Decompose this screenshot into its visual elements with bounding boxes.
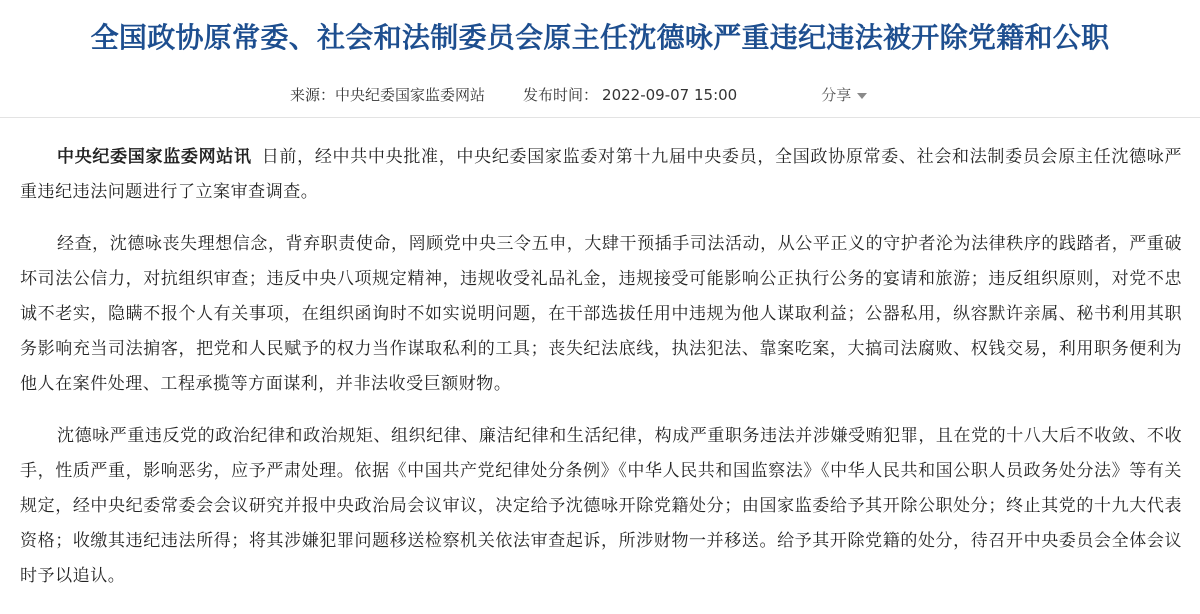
paragraph-text: 日前，经中共中央批准，中央纪委国家监委对第十九届中央委员，全国政协原常委、社会和法制委员会原主任沈德咏严重违纪违法问题进行了立案审查调查。 — [20, 147, 1182, 202]
article-lead: 中央纪委国家监委网站讯 — [57, 147, 252, 167]
share-button[interactable] — [821, 85, 867, 105]
publish-time-label: 发布时间： — [523, 86, 599, 104]
article-source — [290, 85, 485, 105]
article-paragraph: 沈德咏严重违反党的政治纪律和政治规矩、组织纪律、廉洁纪律和生活纪律，构成严重职务违法并涉嫌受贿犯罪，且在党的十八大后不收敛、不收手，性质严重，影响恶劣，应予严肃处理。依据《中国共产党纪律处分条例》《中华人民共和国监察法》《中华人民共和国公职人员政务处分法》等有关规定，经中央纪委常委会会议研究并报中央政治局会议审议，决定给予沈德咏开除党籍处分；由国家监委给予其开除公职处分；终止其党的十九大代表资格；收缴其违纪违法所得；将其涉嫌犯罪问题移送检察机关依法审查起诉，所涉财物一并移送。给予其开除党籍的处分，待召开中央委员会全体会议时予以追认。 — [20, 426, 1182, 586]
article-meta — [290, 85, 1200, 105]
caret-down-icon — [857, 93, 867, 99]
article-header — [0, 0, 1200, 105]
publish-time-value: 2022-09-07 15:00 — [602, 86, 738, 104]
article-publish-time — [523, 85, 737, 105]
share-label: 分享 — [821, 86, 852, 104]
source-name: 中央纪委国家监委网站 — [335, 86, 486, 104]
article-title: 全国政协原常委、社会和法制委员会原主任沈德咏严重违纪违法被开除党籍和公职 — [90, 21, 1110, 54]
article-paragraph: 经查，沈德咏丧失理想信念，背弃职责使命，罔顾党中央三令五申，大肆干预插手司法活动，从公平正义的守护者沦为法律秩序的践踏者，严重破坏司法公信力，对抗组织审查；违反中央八项规定精神，违规收受礼品礼金，违规接受可能影响公正执行公务的宴请和旅游；违反组织原则，对党不忠诚不老实，隐瞒不报个人有关事项，在组织函询时不如实说明问题，在干部选拔任用中违规为他人谋取利益；公器私用，纵容默许亲属、秘书利用其职务影响充当司法掮客，把党和人民赋予的权力当作谋取私利的工具；丧失纪法底线，执法犯法、靠案吃案，大搞司法腐败、权钱交易，利用职务便利为他人在案件处理、工程承揽等方面谋利，并非法收受巨额财物。 — [20, 234, 1182, 394]
article-body — [0, 118, 1182, 594]
source-label: 来源： — [290, 86, 336, 104]
article-paragraph — [20, 140, 1182, 210]
